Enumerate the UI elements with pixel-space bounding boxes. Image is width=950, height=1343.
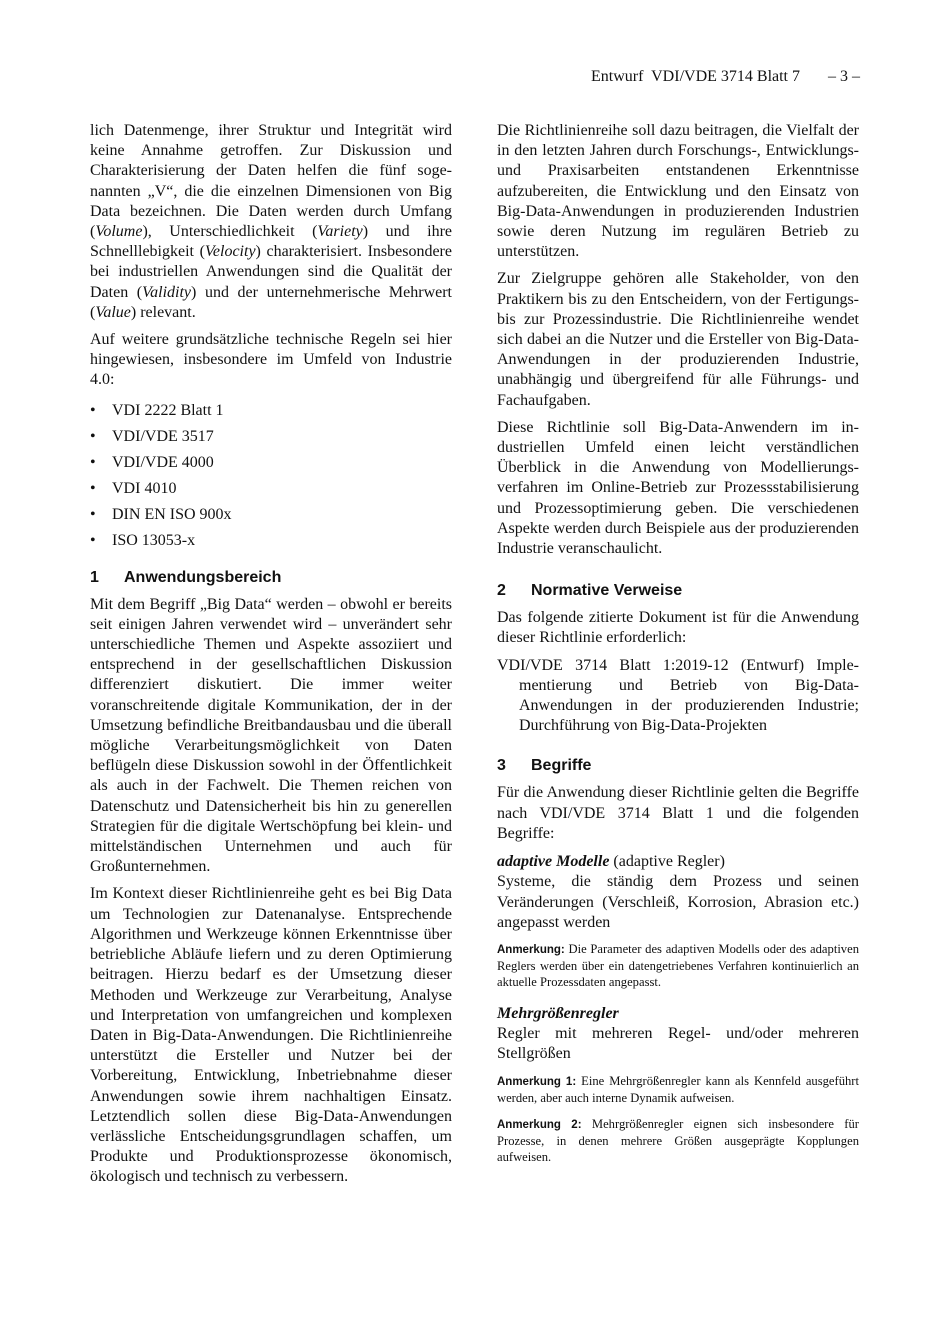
note-text: Die Parameter des adaptiven Modells oder des adaptiven Reglers werden über ein datengetriebenes Verfahren kontinuierlich an aktuelle Prozessdaten angepasst.	[497, 941, 859, 989]
left-column	[90, 121, 452, 1195]
section-number: 3	[497, 757, 506, 775]
section-3-heading	[497, 756, 859, 776]
term-title: adaptive Modelle	[497, 853, 610, 871]
term-variety: Variety	[317, 223, 363, 241]
term-validity: Validity	[142, 283, 192, 301]
term-synonym: (adaptive Regler)	[609, 853, 725, 871]
list-item: • DIN EN ISO 900x	[90, 502, 452, 528]
target-group-paragraph: Zur Zielgruppe gehören alle Stakeholder, von den Praktikern bis zu den Entscheidern, von der Fertigungs- bis zur Prozessindustrie. Die Richtlinienreihe wendet sich dabei an die Nutzer und die Ersteller von Big-Data-Anwendungen in der produzierenden Industrie, unabhängig und übergreifend für alle Führungs- und Fachaufgaben.	[497, 270, 859, 409]
rules-paragraph: Auf weitere grundsätzliche technische Regeln sei hier hingewiesen, insbesondere im Umfeld von Industrie 4.0:	[90, 331, 452, 389]
list-item: • ISO 13053-x	[90, 528, 452, 554]
term-entry	[497, 852, 859, 872]
standards-list	[90, 398, 452, 554]
section-number: 2	[497, 582, 506, 600]
right-column	[497, 121, 859, 1175]
intro-paragraph	[90, 121, 452, 323]
note-label: Anmerkung 2:	[497, 1118, 582, 1131]
list-item: • VDI 4010	[90, 476, 452, 502]
term-note	[497, 941, 859, 990]
header-title: Entwurf VDI/VDE 3714 Blatt 7	[590, 68, 800, 85]
section-1-paragraph-1: Mit dem Begriff „Big Data“ werden – obwohl er bereits seit einigen Jahren verwendet wird – unverändert sehr unterschiedliche Themen und Aspekte assoziiert und entsprechend in der gesellschaftlichen Diskussion differenziert diskutiert. Die immer weiter voranschreitende digitale Kommunikation, der in der Umsetzung befindliche Breitbandausbau und die überall mögliche Verarbeitungsmöglichkeit von Daten beflügeln diese Diskussion sowohl in der Öffentlichkeit als auch in der Fachwelt. Die Themen reichen von Datenschutz und Datensicherheit bis hin zu generellen Strategien für die digitale Wertschöpfung bei klein- und mittelständischen Unternehmen und auch für Großunternehmen.	[90, 595, 452, 876]
section-2-paragraph: Das folgende zitierte Dokument ist für die Anwendung dieser Richtlinie erforderlich:	[497, 609, 859, 647]
term-velocity: Velocity	[204, 243, 256, 261]
text: ) charakterisiert. Insbesondere bei industriellen Anwendungen sind die Qualität der Daten (	[90, 243, 452, 301]
series-paragraph: Die Richtlinienreihe soll dazu beitragen, die Vielfalt der in den letzten Jahren durch Forschungs-, Entwicklungs- und Praxisarbeiten entstandenen Erkenntnisse aufzubereiten, die Entwicklung und den Einsatz von Big-Data-Anwendungen in produzierenden Industrien sowie deren Nutzung im regulären Betrieb zu unterstützen.	[497, 122, 859, 261]
section-title: Anwendungsbereich	[124, 568, 282, 586]
text: ) und der unternehmerische Mehrwert (	[90, 283, 453, 321]
normative-reference: VDI/VDE 3714 Blatt 1:2019-12 (Entwurf) Implementierung und Betrieb von Big-Data-Anwendungen in der produzierenden Industrie; Durchführung von Big-Data-Projekten	[497, 656, 859, 735]
section-number: 1	[90, 568, 99, 586]
text: ), Unterschiedlichkeit (	[142, 223, 318, 241]
page-number: – 3 –	[828, 68, 860, 85]
term-value: Value	[95, 303, 131, 321]
section-title: Begriffe	[531, 757, 592, 775]
text: lich Datenmenge, ihrer Struktur und Integrität wird keine Annahme getroffen. Zur Diskussion und Charakterisierung der Daten helfen die fünf sogenannten „V“, die die einzelnen Dimensionen von Big Data bezeichnen. Die Daten werden durch Umfang (	[90, 122, 452, 241]
note-text: Mehrgrößenregler eignen sich insbesondere für Prozesse, in denen mehrere Größen ausgeprägte Kopplungen aufweisen.	[497, 1116, 859, 1164]
term-title: Mehrgrößenregler	[497, 1004, 619, 1022]
section-1-heading	[90, 568, 452, 588]
note-label: Anmerkung 1:	[497, 1075, 577, 1088]
page-header	[591, 68, 860, 86]
section-title: Normative Verweise	[531, 582, 683, 600]
term-note	[497, 1073, 859, 1106]
term-definition: Regler mit mehreren Regel- und/oder mehreren Stellgrößen	[497, 1025, 859, 1063]
section-1-paragraph-2: Im Kontext dieser Richtlinienreihe geht es bei Big Data um Technologien zur Datenanalyse. Entsprechende Algorithmen und Werkzeuge können Erkenntnisse über betriebliche Abläufe liefern und zu deren Optimierung beitragen. Hierzu bedarf es der Umsetzung dieser Methoden und Werkzeuge zur Verarbeitung, Analyse und Interpretation von umfangreichen und komplexen Daten in Big-Data-Anwendungen. Die Richtlinienreihe unterstützt die Ersteller und Nutzer bei der Vorbereitung, Entwicklung, Inbetriebnahme dieser Anwendungen sowie ihrem nachhaltigen Einsatz. Letztendlich sollen diese Big-Data-Anwendungen verlässliche Entscheidungsgrundlagen schaffen, um Produkte und Produktionsprozesse ökonomisch, ökologisch und technisch zu verbessern.	[90, 885, 452, 1186]
section-2-heading	[497, 581, 859, 601]
note-label: Anmerkung:	[497, 943, 565, 956]
note-text: Eine Mehrgrößenregler kann als Kennfeld ausgeführt werden, aber auch interne Dynamik aufweisen.	[497, 1073, 859, 1105]
text: ) relevant.	[130, 303, 196, 321]
list-item: • VDI 2222 Blatt 1	[90, 398, 452, 424]
term-note	[497, 1116, 859, 1165]
text: ) und ihre Schnelllebigkeit (	[90, 223, 452, 261]
term-definition: Systeme, die ständig dem Prozess und seinen Veränderungen (Verschleiß, Korrosion, Abrasion etc.) angepasst werden	[497, 873, 859, 931]
guideline-paragraph: Diese Richtlinie soll Big-Data-Anwendern im industriellen Umfeld einen leicht verständlichen Überblick in die Anwendung von Modellierungsverfahren im Online-Betrieb zur Prozessstabilisierung und Prozessoptimierung geben. Die verschiedenen Aspekte werden durch Beispiele aus der produzierenden Industrie veranschaulicht.	[497, 418, 859, 558]
term-entry	[497, 1004, 859, 1024]
list-item: • VDI/VDE 4000	[90, 450, 452, 476]
section-3-paragraph: Für die Anwendung dieser Richtlinie gelten die Begriffe nach VDI/VDE 3714 Blatt 1 und die folgenden Begriffe:	[497, 784, 859, 842]
term-volume: Volume	[95, 223, 143, 241]
list-item: • VDI/VDE 3517	[90, 424, 452, 450]
